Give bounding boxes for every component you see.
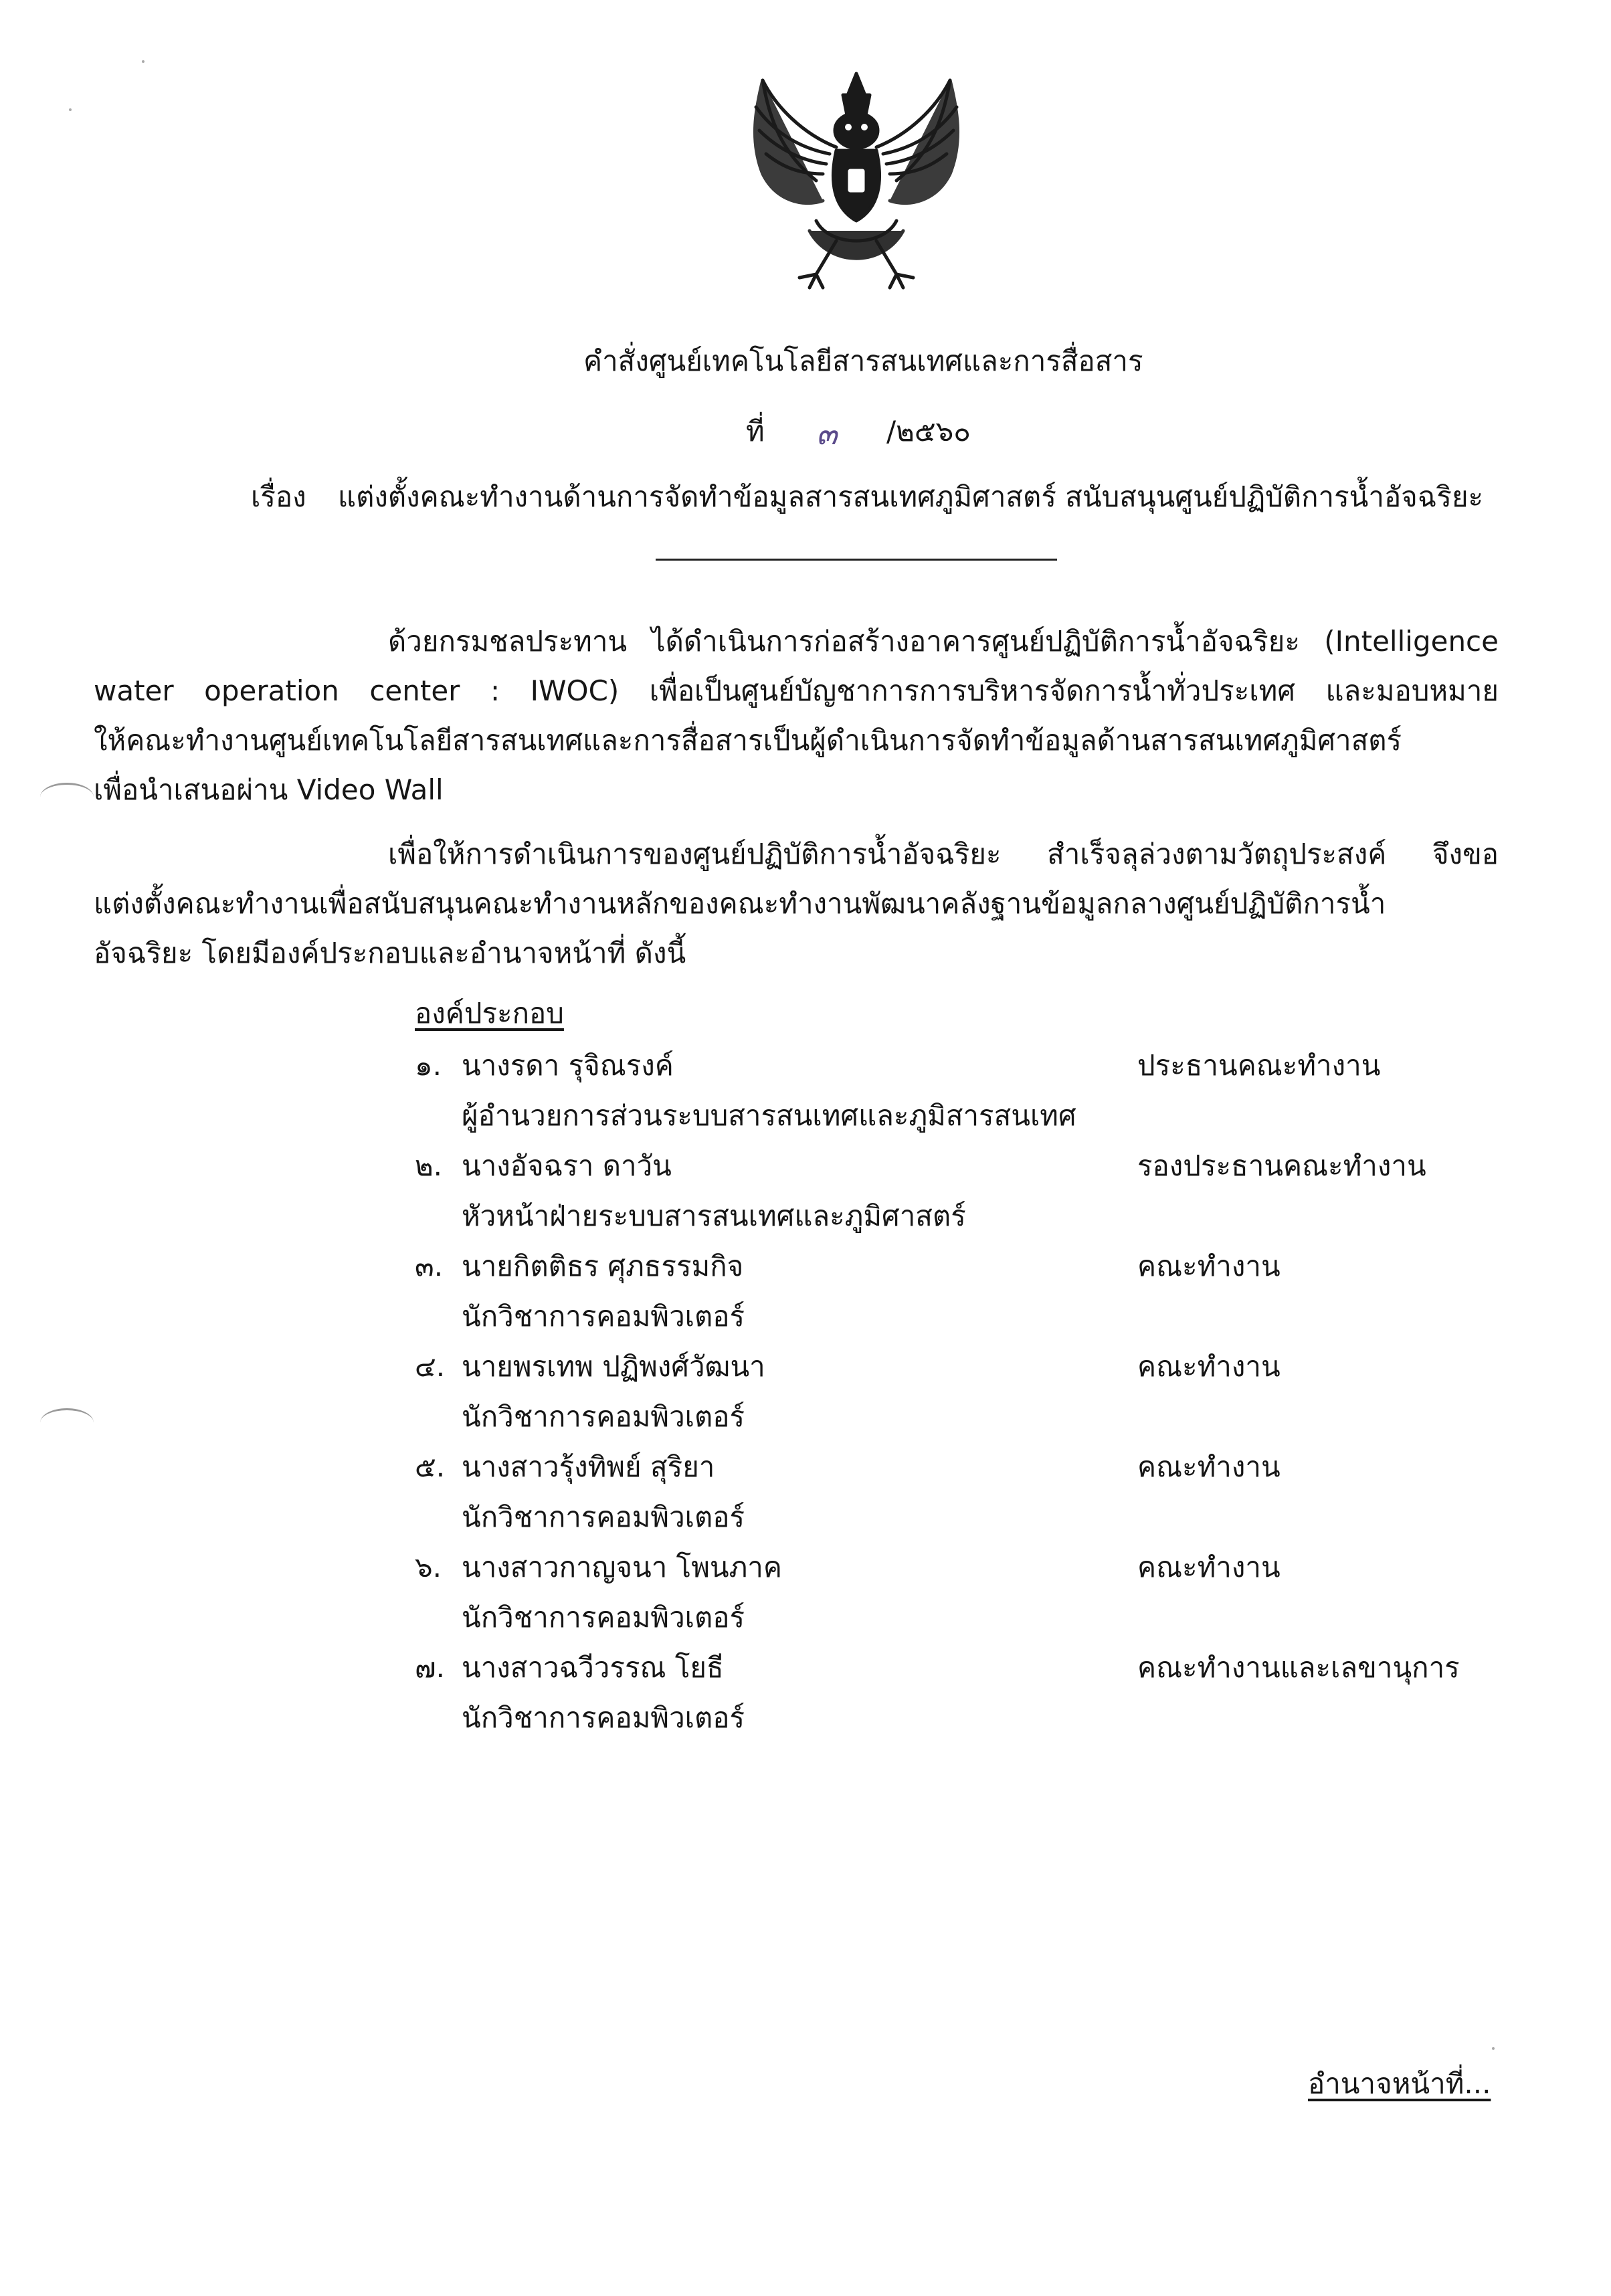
- member-name: นางสาวรุ้งทิพย์ สุริยา: [462, 1450, 715, 1483]
- order-number-handwritten: ๓: [816, 415, 838, 452]
- paragraph-line: ด้วยกรมชลประทาน ได้ดำเนินการก่อสร้างอาคารศูนย์ปฏิบัติการน้ำอัจฉริยะ (Intelligence: [388, 625, 1499, 658]
- order-year: /๒๕๖๐: [886, 415, 971, 448]
- member-position: นักวิชาการคอมพิวเตอร์: [462, 1701, 745, 1734]
- subject-label: เรื่อง: [251, 480, 306, 513]
- member-number: ๓.: [415, 1250, 444, 1282]
- member-number: ๗.: [415, 1651, 445, 1684]
- document-title: คำสั่งศูนย์เทคโนโลยีสารสนเทศและการสื่อสาร: [583, 345, 1143, 377]
- member-number: ๕.: [415, 1450, 446, 1483]
- member-number: ๑.: [415, 1049, 442, 1082]
- member-position: ผู้อำนวยการส่วนระบบสารสนเทศและภูมิสารสนเทศ: [462, 1099, 1076, 1132]
- member-name: นายกิตติธร ศุภธรรมกิจ: [462, 1250, 744, 1282]
- member-number: ๔.: [415, 1350, 446, 1383]
- order-number-label: ที่: [746, 415, 765, 448]
- scan-speck: [69, 108, 72, 111]
- subject-text: แต่งตั้งคณะทำงานด้านการจัดทำข้อมูลสารสนเทศภูมิศาสตร์ สนับสนุนศูนย์ปฏิบัติการน้ำอัจฉริยะ: [338, 480, 1484, 513]
- member-name: นางสาวกาญจนา โพนภาค: [462, 1551, 782, 1584]
- paragraph-purpose: [94, 830, 1499, 978]
- paragraph-line: แต่งตั้งคณะทำงานเพื่อสนับสนุนคณะทำงานหลักของคณะทำงานพัฒนาคลังฐานข้อมูลกลางศูนย์ปฏิบัติการน้ำ: [94, 887, 1386, 920]
- paragraph-line: เพื่อให้การดำเนินการของศูนย์ปฏิบัติการน้ำอัจฉริยะ สำเร็จลุล่วงตามวัตถุประสงค์ จึงขอ: [388, 838, 1499, 870]
- member-role: ประธานคณะทำงาน: [1137, 1049, 1381, 1082]
- member-name: นางรดา รุจิณรงค์: [462, 1049, 674, 1082]
- garuda-emblem-icon: [736, 67, 977, 294]
- composition-heading: องค์ประกอบ: [415, 997, 564, 1030]
- scan-speck: [1492, 2047, 1495, 2050]
- punch-hole-mark: [40, 783, 94, 811]
- continuation-note: อำนาจหน้าที่...: [1308, 2067, 1491, 2100]
- member-role: คณะทำงานและเลขานุการ: [1137, 1651, 1460, 1684]
- member-role: คณะทำงาน: [1137, 1350, 1281, 1383]
- member-name: นายพรเทพ ปฏิพงศ์วัฒนา: [462, 1350, 765, 1383]
- member-position: นักวิชาการคอมพิวเตอร์: [462, 1501, 745, 1533]
- punch-hole-mark: [40, 1408, 94, 1437]
- paragraph-line: อัจฉริยะ โดยมีองค์ประกอบและอำนาจหน้าที่ ดังนี้: [94, 937, 686, 969]
- paragraph-line: water operation center : IWOC) เพื่อเป็นศูนย์บัญชาการการบริหารจัดการน้ำทั่วประเทศ และมอบหมาย: [94, 674, 1499, 707]
- member-role: คณะทำงาน: [1137, 1450, 1281, 1483]
- scan-speck: [142, 60, 145, 63]
- member-number: ๒.: [415, 1149, 443, 1182]
- member-name: นางสาวฉวีวรรณ โยธี: [462, 1651, 724, 1684]
- member-role: คณะทำงาน: [1137, 1551, 1281, 1584]
- member-role: รองประธานคณะทำงาน: [1137, 1149, 1426, 1182]
- member-position: หัวหน้าฝ่ายระบบสารสนเทศและภูมิศาสตร์: [462, 1200, 966, 1232]
- member-number: ๖.: [415, 1551, 442, 1584]
- paragraph-intro: [94, 617, 1499, 815]
- member-position: นักวิชาการคอมพิวเตอร์: [462, 1400, 745, 1433]
- paragraph-line: ให้คณะทำงานศูนย์เทคโนโลยีสารสนเทศและการสื่อสารเป็นผู้ดำเนินการจัดทำข้อมูลด้านสารสนเทศภูมิศาสตร์: [94, 724, 1402, 757]
- member-role: คณะทำงาน: [1137, 1250, 1281, 1282]
- member-position: นักวิชาการคอมพิวเตอร์: [462, 1601, 745, 1634]
- member-name: นางอัจฉรา ดาวัน: [462, 1149, 672, 1182]
- paragraph-line: เพื่อนำเสนอผ่าน Video Wall: [94, 773, 444, 806]
- member-position: นักวิชาการคอมพิวเตอร์: [462, 1300, 745, 1333]
- header-divider: [656, 559, 1057, 561]
